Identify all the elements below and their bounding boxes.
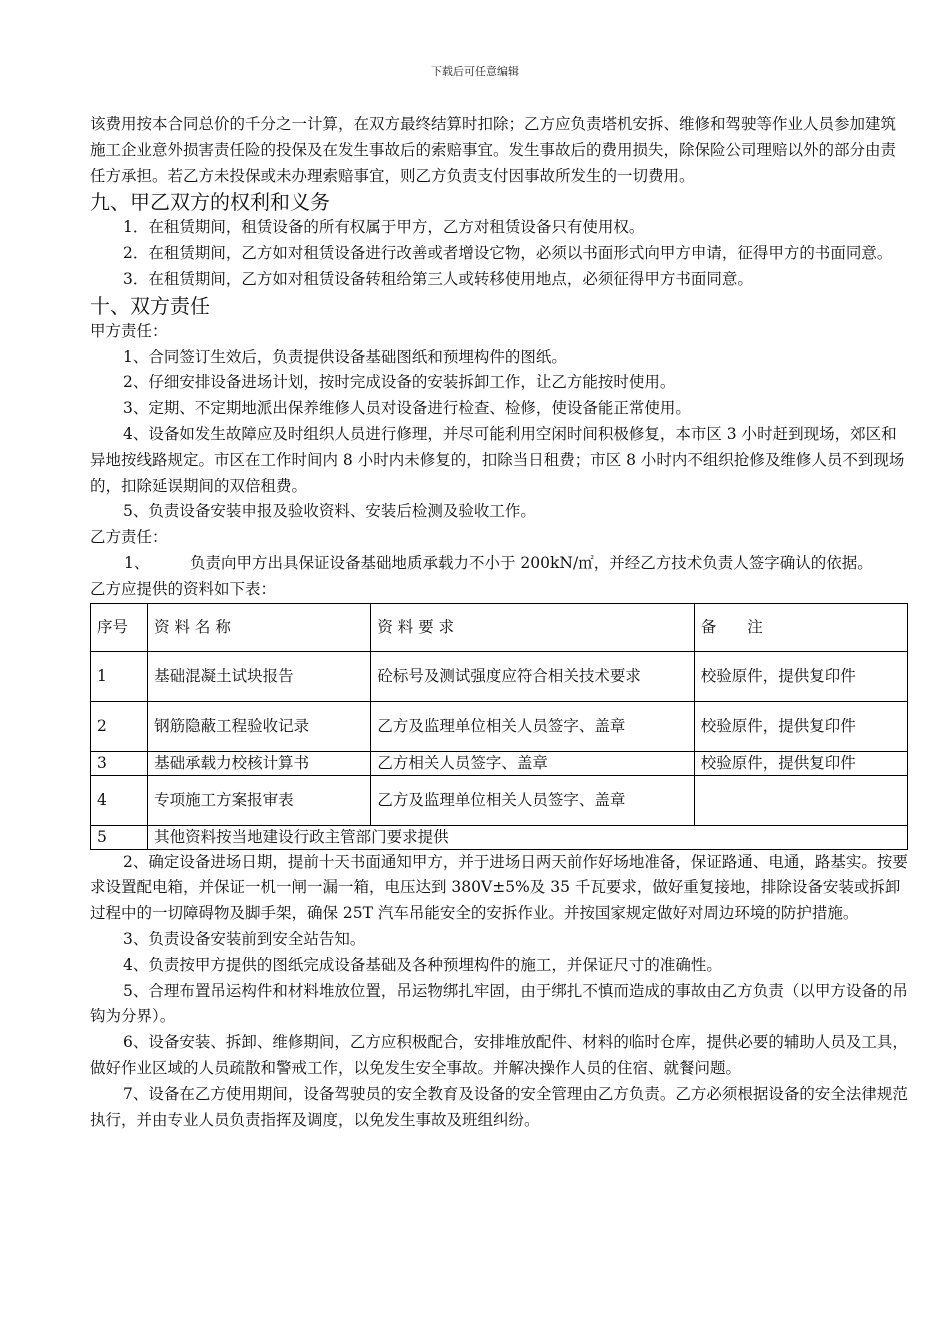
- table-row: [91, 775, 908, 825]
- party-a-item-1: 1、合同签订生效后，负责提供设备基础图纸和预埋构件的图纸。: [123, 347, 567, 366]
- table-cell: 基础承载力校核计算书: [148, 751, 371, 775]
- party-a-item-4: 4、设备如发生故障应及时组织人员进行修理，并尽可能利用空闲时间积极修复，本市区 3 小时赶到现场，郊区和异地按线路规定。市区在工作时间内 8 小时内未修复的，扣除当日租费；市区 8 小时内不组织抢修及维修人员不到现场的，扣除延误期间的双倍租费。: [90, 424, 905, 495]
- party-b-label: 乙方责任：: [90, 528, 168, 547]
- party-b-item-6: 6、设备安装、拆卸、维修期间，乙方应积极配合，安排堆放配件、材料的临时仓库，提供必要的辅助人员及工具，做好作业区域的人员疏散和警戒工作，以免发生安全事故。并解决操作人员的住宿、就餐问题。: [90, 1033, 908, 1077]
- table-intro: 乙方应提供的资料如下表：: [90, 579, 277, 598]
- table-cell: 钢筋隐蔽工程验收记录: [148, 701, 371, 751]
- table-cell: 4: [91, 775, 148, 825]
- table-cell: 基础混凝土试块报告: [148, 651, 371, 701]
- party-b-item-7: 7、设备在乙方使用期间，设备驾驶员的安全教育及设备的安全管理由乙方负责。乙方必须根据设备的安全法律规范执行，并由专业人员负责指挥及调度，以免发生事故及班组纠纷。: [90, 1084, 908, 1129]
- table-cell: 校验原件，提供复印件: [694, 751, 907, 775]
- party-b-item-1-number: 1、: [124, 553, 150, 572]
- header-cell-seq: 序号: [91, 603, 148, 651]
- section-9-title: 九、甲乙双方的权利和义务: [90, 190, 330, 215]
- section-10-title: 十、双方责任: [90, 293, 210, 318]
- page-header: 下载后可任意编辑: [431, 65, 519, 78]
- party-b-item-1: [90, 551, 910, 577]
- table-cell: 乙方及监理单位相关人员签字、盖章: [371, 775, 694, 825]
- table-cell: 3: [91, 751, 148, 775]
- section-9-item-3: 3．在租赁期间，乙方如对租赁设备转租给第三人或转移使用地点，必须征得甲方书面同意。: [123, 269, 753, 288]
- table-cell: 专项施工方案报审表: [148, 775, 371, 825]
- party-b-item-5: 5、合理布置吊运构件和材料堆放位置，吊运物绑扎牢固，由于绑扎不慎而造成的事故由乙方负责（以甲方设备的吊钩为分界）。: [90, 981, 908, 1026]
- section-9-item-2: 2．在租赁期间，乙方如对租赁设备进行改善或者增设它物，必须以书面形式向甲方申请，征得甲方的书面同意。: [123, 244, 893, 263]
- party-b-item-1-text: 负责向甲方出具保证设备基础地质承载力不小于 200kN/㎡，并经乙方技术负责人签字确认的依据。: [190, 553, 873, 572]
- header-cell-remark: 备 注: [694, 603, 907, 651]
- table-cell: 砼标号及测试强度应符合相关技术要求: [371, 651, 694, 701]
- table-cell: 校验原件，提供复印件: [694, 701, 907, 751]
- table-cell: 其他资料按当地建设行政主管部门要求提供: [148, 825, 908, 849]
- table-row: [91, 651, 908, 701]
- table-cell: 1: [91, 651, 148, 701]
- party-a-item-5: 5、负责设备安装申报及验收资料、安装后检测及验收工作。: [123, 502, 536, 521]
- header-cell-requirement: 资 料 要 求: [371, 603, 694, 651]
- party-a-label: 甲方责任：: [90, 321, 168, 340]
- table-header-row: [91, 603, 908, 651]
- party-b-item-2: 2、确定设备进场日期，提前十天书面通知甲方，并于进场日两天前作好场地准备，保证路通、电通，路基实。按要求设置配电箱，并保证一机一闸一漏一箱，电压达到 380V±5%及 35 千瓦要求，做好重复接地，排除设备安装或拆卸过程中的一切障碍物及脚手架，确保 25T 汽车吊能安全的安拆作业。并按国家规定做好对周边环境的防护措施。: [90, 852, 908, 923]
- table-row: [91, 701, 908, 751]
- table-cell: 5: [91, 825, 148, 849]
- table-cell: 2: [91, 701, 148, 751]
- paragraph-insurance: 该费用按本合同总价的千分之一计算，在双方最终结算时扣除；乙方应负责塔机安拆、维修和驾驶等作业人员参加建筑施工企业意外损害责任险的投保及在发生事故后的索赔事宜。发生事故后的费用损失，除保险公司理赔以外的部分由责任方承担。若乙方未投保或未办理索赔事宜，则乙方负责支付因事故所发生的一切费用。: [90, 115, 897, 185]
- party-a-item-2: 2、仔细安排设备进场计划，按时完成设备的安装拆卸工作，让乙方能按时使用。: [123, 373, 676, 392]
- party-a-item-3: 3、定期、不定期地派出保养维修人员对设备进行检查、检修，使设备能正常使用。: [123, 399, 691, 418]
- table-cell: 校验原件，提供复印件: [694, 651, 907, 701]
- table-row: [91, 751, 908, 775]
- party-b-item-3: 3、负责设备安装前到安全站告知。: [123, 929, 366, 948]
- table-row: [91, 825, 908, 849]
- table-cell: 乙方及监理单位相关人员签字、盖章: [371, 701, 694, 751]
- section-9-item-1: 1．在租赁期间，租赁设备的所有权属于甲方，乙方对租赁设备只有使用权。: [123, 218, 645, 237]
- table-cell: 乙方相关人员签字、盖章: [371, 751, 694, 775]
- materials-table: [90, 603, 908, 850]
- party-b-item-4: 4、负责按甲方提供的图纸完成设备基础及各种预埋构件的施工，并保证尺寸的准确性。: [123, 955, 722, 974]
- table-cell: [694, 775, 907, 825]
- header-cell-name: 资 料 名 称: [148, 603, 371, 651]
- document-body: [90, 112, 910, 1133]
